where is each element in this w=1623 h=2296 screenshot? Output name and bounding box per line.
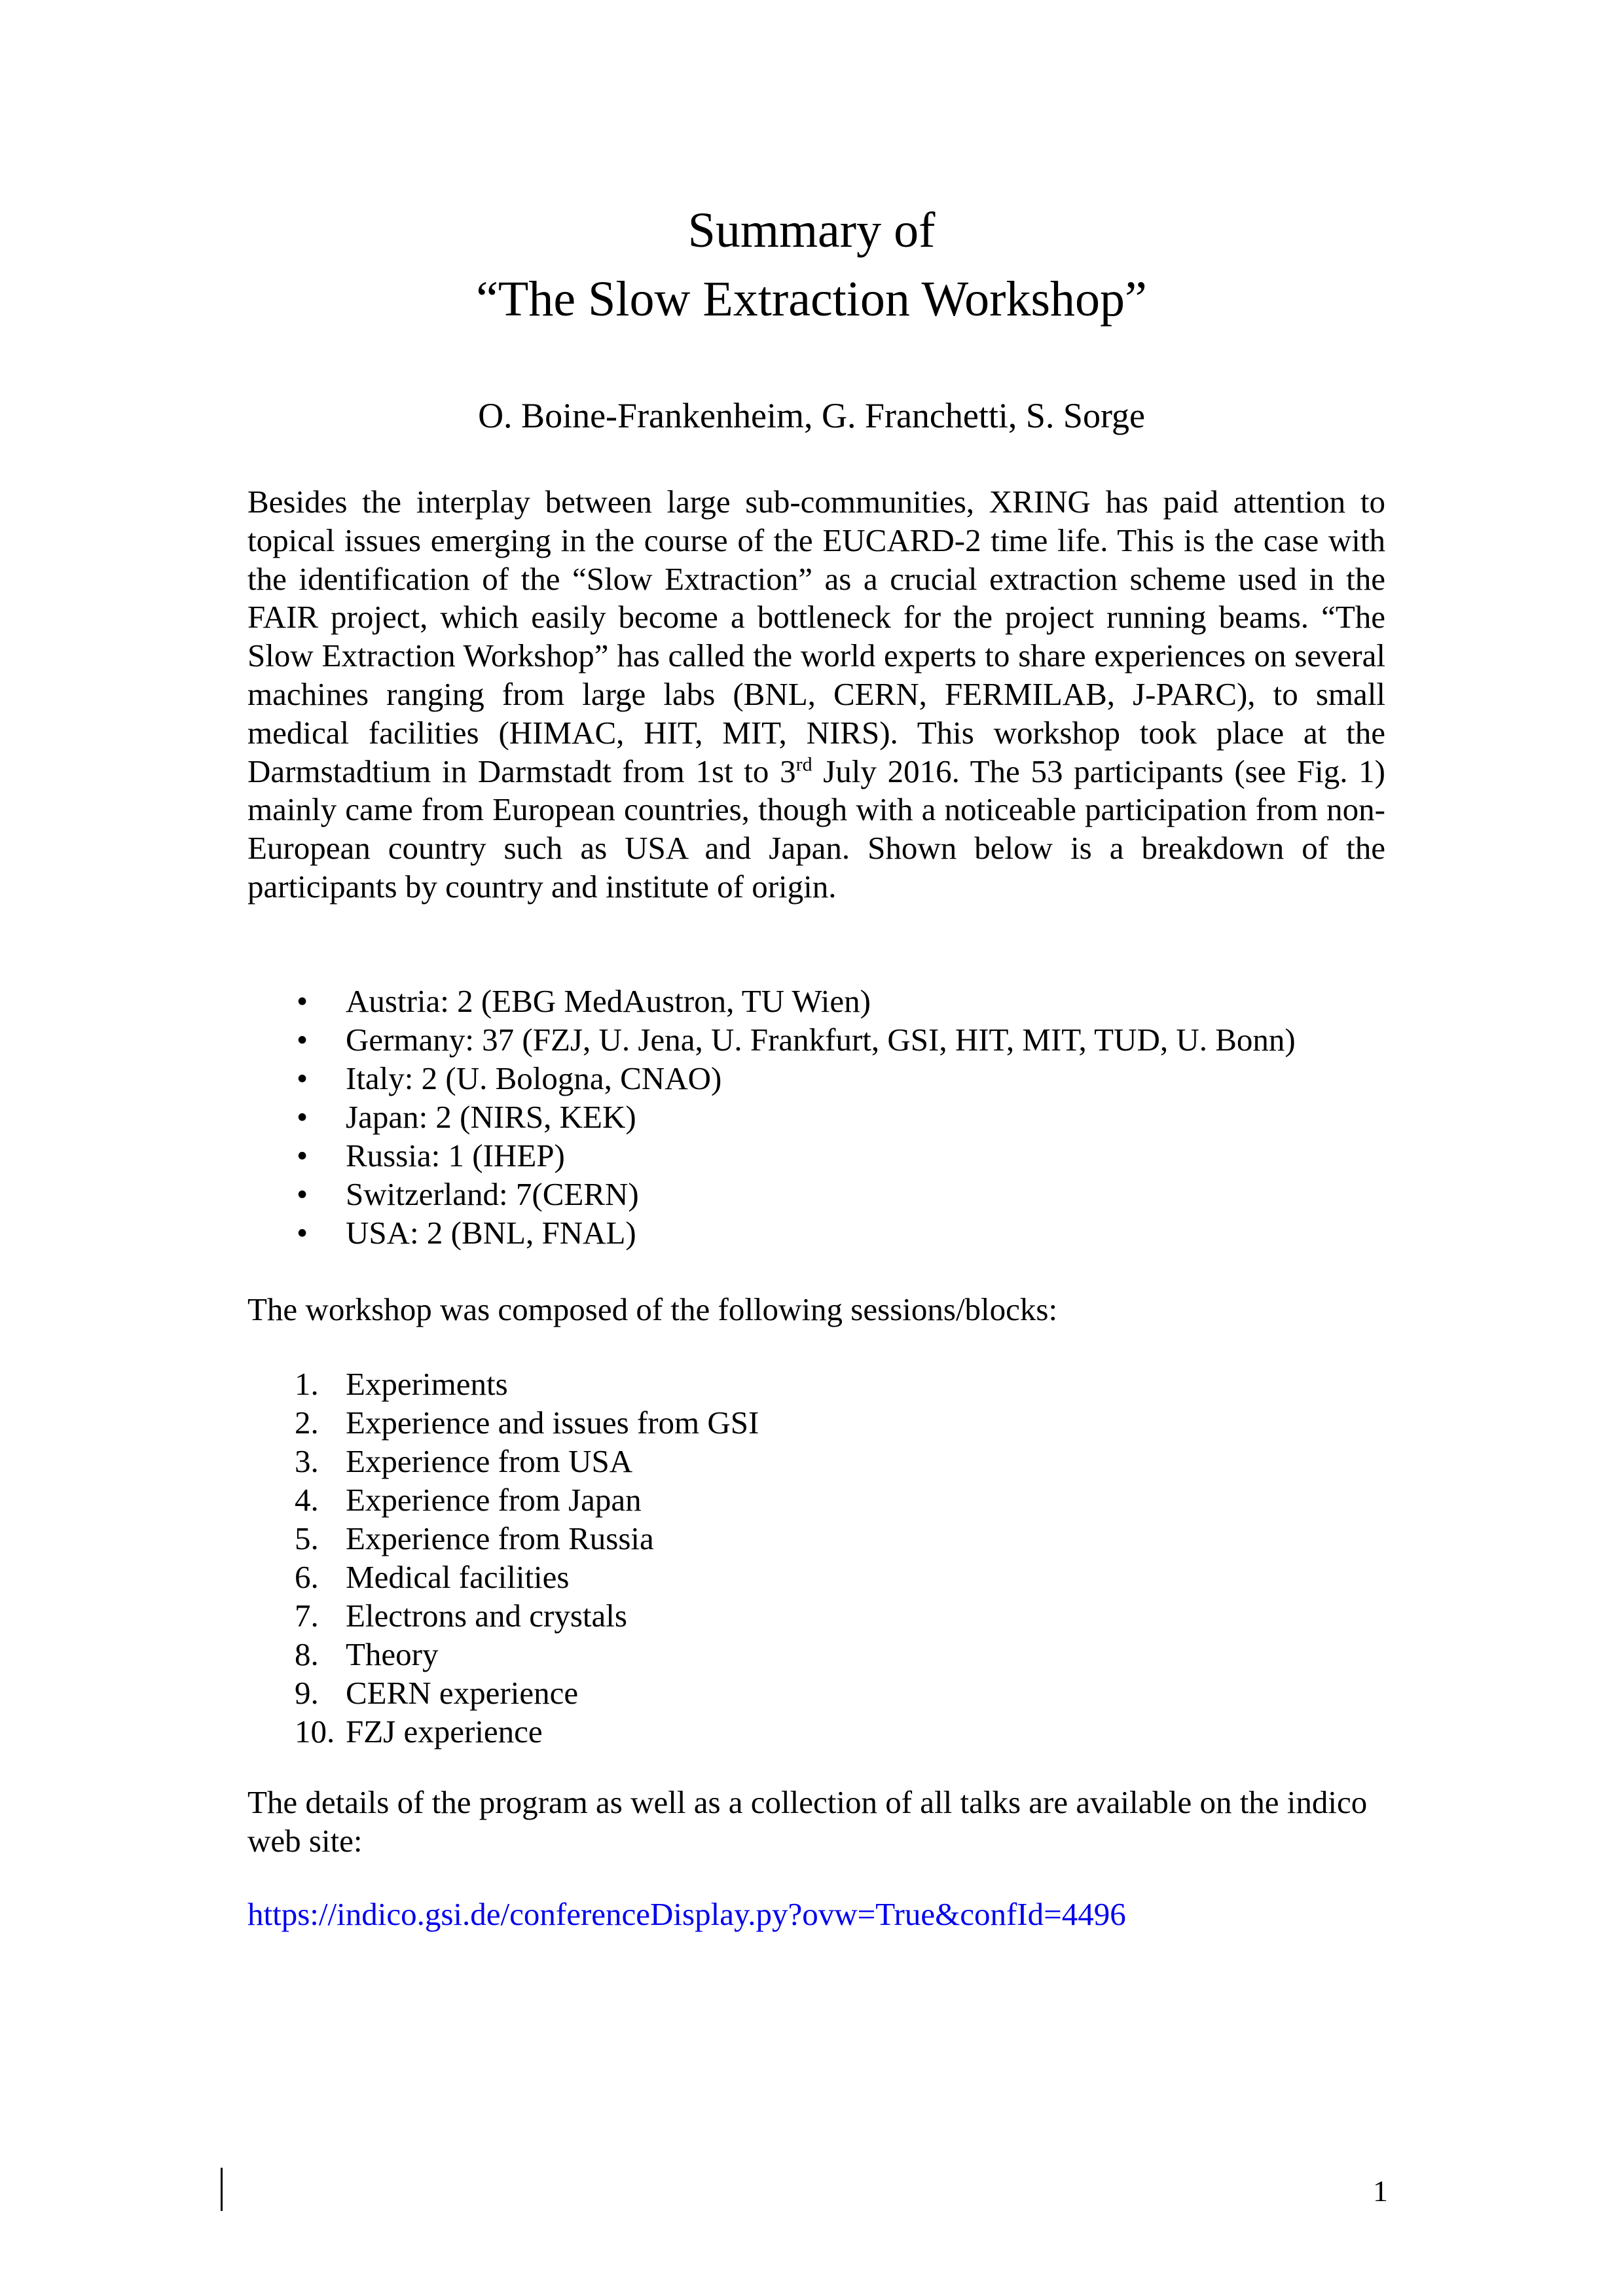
intro-paragraph <box>247 483 1385 906</box>
list-item <box>247 1558 1385 1596</box>
list-item <box>247 1712 1385 1751</box>
list-number: 5. <box>295 1520 319 1556</box>
participant-entry: Germany: 37 (FZJ, U. Jena, U. Frankfurt, GSI, HIT, MIT, TUD, U. Bonn) <box>346 1022 1296 1058</box>
list-item <box>247 982 1385 1020</box>
session-title: Experience and issues from GSI <box>346 1405 759 1441</box>
list-item <box>247 1403 1385 1442</box>
intro-text-part2: July 2016. The 53 participants (see Fig. 1) mainly came from European countries, though with a noticeable participation from non-European country such as USA and Japan. Shown below is a breakdown of the participants by country and institute of origin. <box>247 753 1385 905</box>
participant-entry: Austria: 2 (EBG MedAustron, TU Wien) <box>346 983 871 1019</box>
page-number: 1 <box>1373 2174 1388 2208</box>
list-item <box>247 1519 1385 1558</box>
intro-text-part1: Besides the interplay between large sub-communities, XRING has paid attention to topical issues emerging in the course of the EUCARD-2 time life. This is the case with the identification of the “Slow Extraction” as a crucial extraction scheme used in the FAIR project, which easily become a bottleneck for the project running beams. “The Slow Extraction Workshop” has called the world experts to share experiences on several machines ranging from large labs (BNL, CERN, FERMILAB, J-PARC), to small medical facilities (HIMAC, HIT, MIT, NIRS). This workshop took place at the Darmstadtium in Darmstadt from 1st to 3 <box>247 484 1385 789</box>
session-title: Electrons and crystals <box>346 1598 627 1634</box>
session-title: Experience from USA <box>346 1443 633 1479</box>
session-title: FZJ experience <box>346 1713 543 1749</box>
sessions-list <box>247 1365 1385 1751</box>
participant-entry: Italy: 2 (U. Bologna, CNAO) <box>346 1060 722 1096</box>
bullet-icon: • <box>297 983 308 1019</box>
list-number: 6. <box>295 1559 319 1595</box>
list-item <box>247 1480 1385 1519</box>
list-item <box>247 1098 1385 1136</box>
list-number: 3. <box>295 1443 319 1479</box>
session-title: CERN experience <box>346 1675 579 1711</box>
session-title: Experience from Russia <box>346 1520 654 1556</box>
indico-link[interactable]: https://indico.gsi.de/conferenceDisplay.py?ovw=True&confId=4496 <box>247 1896 1126 1932</box>
participant-entry: Switzerland: 7(CERN) <box>346 1176 639 1212</box>
bullet-icon: • <box>297 1099 308 1135</box>
session-title: Medical facilities <box>346 1559 570 1595</box>
list-item <box>247 1136 1385 1175</box>
list-item <box>247 1674 1385 1712</box>
list-item <box>247 1059 1385 1098</box>
participants-list <box>247 982 1385 1252</box>
ordinal-superscript: rd <box>795 753 812 776</box>
list-number: 9. <box>295 1675 319 1711</box>
participant-entry: Russia: 1 (IHEP) <box>346 1138 565 1174</box>
sessions-intro: The workshop was composed of the following sessions/blocks: <box>247 1291 1058 1327</box>
participant-entry: Japan: 2 (NIRS, KEK) <box>346 1099 636 1135</box>
session-title: Experiments <box>346 1366 508 1402</box>
details-paragraph: The details of the program as well as a collection of all talks are available on the indico web site: <box>247 1784 1368 1859</box>
document-title <box>0 196 1623 334</box>
list-item <box>247 1020 1385 1059</box>
bullet-icon: • <box>297 1022 308 1058</box>
authors-line: O. Boine-Frankenheim, G. Franchetti, S. Sorge <box>478 396 1145 435</box>
bullet-icon: • <box>297 1138 308 1174</box>
list-number: 1. <box>295 1366 319 1402</box>
list-number: 8. <box>295 1636 319 1672</box>
list-item <box>247 1175 1385 1213</box>
bullet-icon: • <box>297 1176 308 1212</box>
list-number: 4. <box>295 1482 319 1518</box>
participant-entry: USA: 2 (BNL, FNAL) <box>346 1215 636 1251</box>
list-number: 10. <box>295 1713 335 1749</box>
list-item <box>247 1365 1385 1403</box>
title-line-1: Summary of <box>687 203 936 258</box>
session-title: Experience from Japan <box>346 1482 642 1518</box>
list-item <box>247 1635 1385 1674</box>
title-line-2: “The Slow Extraction Workshop” <box>476 272 1147 327</box>
list-item <box>247 1213 1385 1252</box>
footer-margin-bar <box>221 2168 223 2211</box>
list-number: 2. <box>295 1405 319 1441</box>
bullet-icon: • <box>297 1215 308 1251</box>
bullet-icon: • <box>297 1060 308 1096</box>
list-number: 7. <box>295 1598 319 1634</box>
list-item <box>247 1596 1385 1635</box>
list-item <box>247 1442 1385 1480</box>
session-title: Theory <box>346 1636 439 1672</box>
